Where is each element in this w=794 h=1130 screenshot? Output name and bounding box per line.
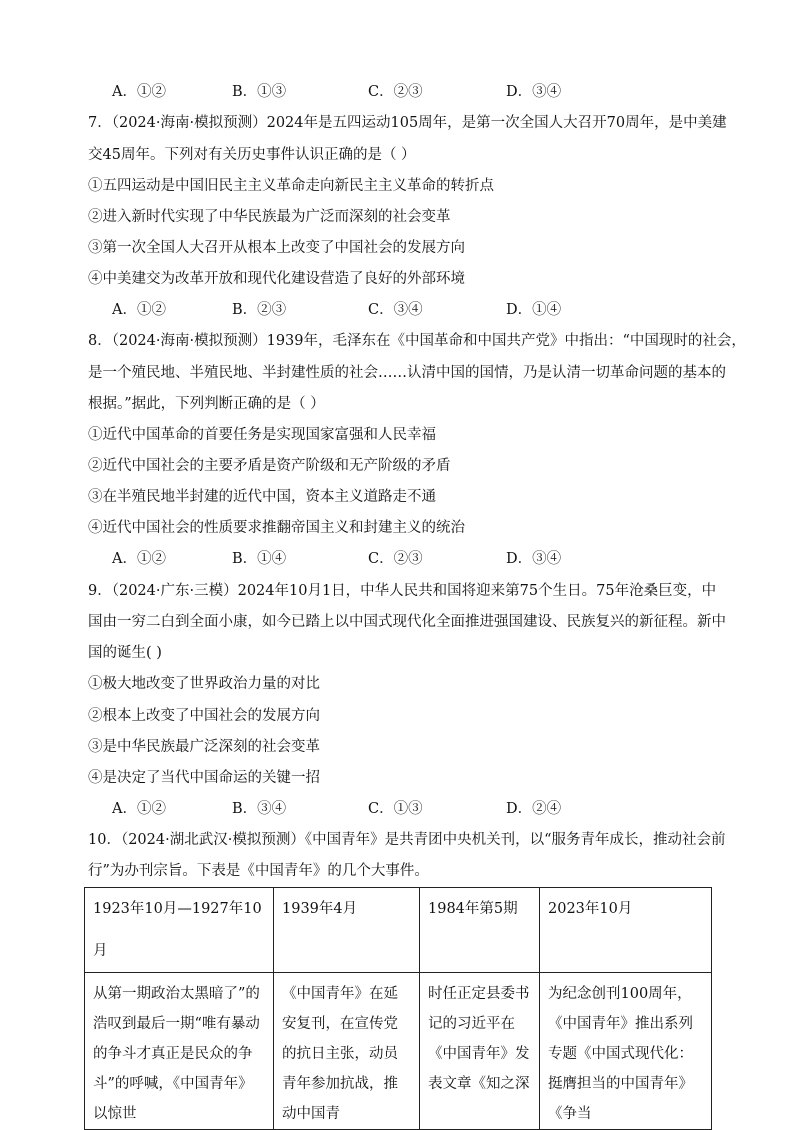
q7-stem-line-2: 交45周年。下列对有关历史事件认识正确的是（ ） — [88, 147, 416, 163]
q8-item-2: ②近代中国社会的主要矛盾是资产阶级和无产阶级的矛盾 — [88, 458, 451, 474]
q7-option-a: A．①② — [112, 302, 166, 318]
q6-option-b: B．①③ — [232, 84, 287, 100]
q7-option-d: D．①④ — [506, 302, 562, 318]
q6-option-d: D．③④ — [506, 84, 562, 100]
table-header-row — [85, 888, 712, 973]
q8-item-3: ③在半殖民地半封建的近代中国，资本主义道路走不通 — [88, 489, 436, 505]
q8-item-1: ①近代中国革命的首要任务是实现国家富强和人民幸福 — [88, 427, 436, 443]
q9-option-c: C．①③ — [368, 801, 423, 817]
table-header-cell: 1923年10月—1927年10月 — [85, 888, 274, 973]
q7-item-3: ③第一次全国人大召开从根本上改变了中国社会的发展方向 — [88, 240, 465, 256]
q6-option-c: C．②③ — [368, 84, 423, 100]
q8-option-d: D．③④ — [506, 551, 562, 567]
table-row — [85, 973, 712, 1130]
q9-option-d: D．②④ — [506, 801, 562, 817]
q8-stem-line-1: 8．（2024·海南·模拟预测）1939年，毛泽东在《中国革命和中国共产党》中指出：“中国现时的社会， — [88, 333, 746, 349]
q6-option-a: A．①② — [112, 84, 166, 100]
q8-stem-line-2: 是一个殖民地、半殖民地、半封建性质的社会……认清中国的国情，乃是认清一切革命问题的基本的 — [88, 365, 726, 381]
q9-option-b: B．③④ — [232, 801, 287, 817]
q7-item-4: ④中美建交为改革开放和现代化建设营造了良好的外部环境 — [88, 271, 465, 287]
table-cell: 《中国青年》在延安复刊，在宣传党的抗日主张，动员青年参加抗战，推动中国青 — [274, 973, 420, 1130]
q8-option-c: C．②③ — [368, 551, 423, 567]
q9-stem-line-1: 9．（2024·广东·三模）2024年10月1日，中华人民共和国将迎来第75个生日。75年沧桑巨变，中 — [88, 583, 717, 599]
q7-stem-line-1: 7．（2024·海南·模拟预测）2024年是五四运动105周年，是第一次全国人大召开70周年，是中美建 — [88, 115, 727, 131]
q9-item-2: ②根本上改变了中国社会的发展方向 — [88, 708, 320, 724]
q7-option-b: B．②③ — [232, 302, 287, 318]
q8-stem-line-3: 根据。”据此，下列判断正确的是（ ） — [88, 396, 325, 412]
q8-option-a: A．①② — [112, 551, 166, 567]
q9-item-1: ①极大地改变了世界政治力量的对比 — [88, 676, 320, 692]
table-cell: 为纪念创刊100周年，《中国青年》推出系列专题《中国式现代化：挺膺担当的中国青年》《争当 — [540, 973, 712, 1130]
table-cell: 从第一期政治太黑暗了”的浩叹到最后一期“唯有暴动的争斗才真正是民众的争斗”的呼喊，《中国青年》以惊世 — [85, 973, 274, 1130]
q9-item-3: ③是中华民族最广泛深刻的社会变革 — [88, 739, 320, 755]
q9-option-a: A．①② — [112, 801, 166, 817]
q10-events-table — [84, 887, 712, 1130]
q7-option-c: C．③④ — [368, 302, 423, 318]
q9-item-4: ④是决定了当代中国命运的关键一招 — [88, 770, 320, 786]
table-header-cell: 1984年第5期 — [420, 888, 540, 973]
q7-item-1: ①五四运动是中国旧民主主义革命走向新民主主义革命的转折点 — [88, 178, 494, 194]
q7-item-2: ②进入新时代实现了中华民族最为广泛而深刻的社会变革 — [88, 209, 451, 225]
q9-stem-line-3: 国的诞生( ) — [88, 645, 162, 661]
q8-item-4: ④近代中国社会的性质要求推翻帝国主义和封建主义的统治 — [88, 520, 465, 536]
table-header-cell: 1939年4月 — [274, 888, 420, 973]
table-header-cell: 2023年10月 — [540, 888, 712, 973]
q8-option-b: B．①④ — [232, 551, 287, 567]
table-cell: 时任正定县委书记的习近平在《中国青年》发表文章《知之深 — [420, 973, 540, 1130]
q10-stem-line-1: 10．（2024·湖北武汉·模拟预测）《中国青年》是共青团中央机关刊，以“服务青年成长，推动社会前 — [88, 832, 726, 848]
q10-stem-line-2: 行”为办刊宗旨。下表是《中国青年》的几个大事件。 — [88, 863, 429, 879]
q9-stem-line-2: 国由一穷二白到全面小康，如今已踏上以中国式现代化全面推进强国建设、民族复兴的新征程。新中 — [88, 614, 726, 630]
